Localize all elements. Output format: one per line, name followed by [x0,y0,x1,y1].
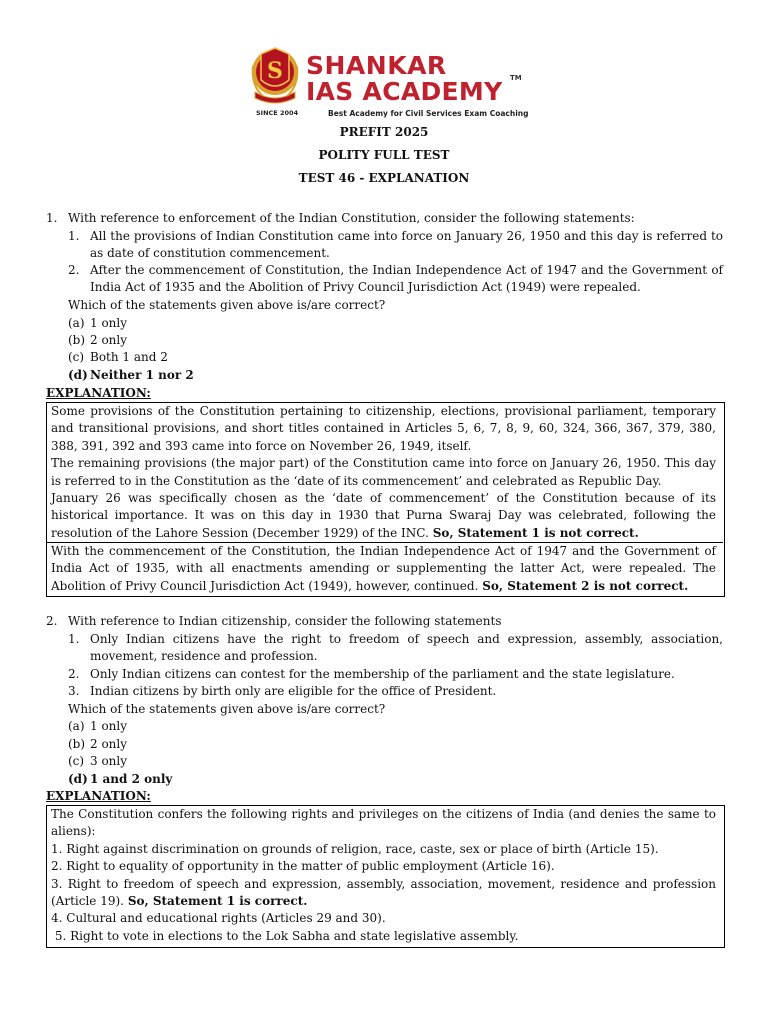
test-series-title: PREFIT 2025 [339,125,429,139]
q2-statement-1: Only Indian citizens have the right to freedom of speech and expression, assembly, association, movement, residence and profession. [90,632,723,664]
q2-option-key-answer: (d) [68,772,88,786]
q1-option-a: 1 only [90,316,128,330]
q2-option-c: 3 only [90,754,128,768]
q1-option-b: 2 only [90,333,128,347]
q1-exp-verdict-1: So, Statement 1 is not correct. [432,525,639,540]
q2-statement-num: 2. [68,667,80,681]
q2-option-d-answer: 1 and 2 only [90,772,173,786]
q1-statement-1: All the provisions of Indian Constitution came into force on January 26, 1950 and this day is referred to as date of constitution commencement. [90,229,723,261]
q2-exp-right-4: 4. Cultural and educational rights (Articles 29 and 30). [51,911,386,926]
q2-exp-intro: The Constitution confers the following rights and privileges on the citizens of India (and denies the same to aliens): [51,807,716,839]
q1-exp-p3: January 26 was specifically chosen as the ‘date of commencement’ of the Constitution because of its historical importance. It was on this day in 1930 that Purna Swaraj Day was celebrated, following the resolution of the Lahore Session (December 1929) of the INC. [51,491,716,540]
q2-exp-right-5: 5. Right to vote in elections to the Lok Sabha and state legislative assembly. [54,928,519,943]
q1-option-key: (a) [68,316,85,330]
q2-stem: With reference to Indian citizenship, consider the following statements [68,614,502,628]
q2-exp-verdict: So, Statement 1 is correct. [127,894,308,909]
q1-stem: With reference to enforcement of the Indian Constitution, consider the following statements: [68,211,635,225]
q1-option-d-answer: Neither 1 nor 2 [90,368,194,382]
q2-statement-3: Indian citizens by birth only are eligible for the office of President. [90,684,497,698]
q1-option-key-answer: (d) [68,368,88,382]
q2-exp-right-1: 1. Right against discrimination on grounds of religion, race, caste, sex or place of birth (Article 15). [51,841,659,856]
q2-statement-num: 1. [68,632,80,646]
q1-question: Which of the statements given above is/are correct? [68,298,386,312]
q2-exp-right-3: 3. Right to freedom of speech and expression, assembly, association, movement, residence and profession (Article 19). [51,876,716,909]
q1-explanation-text-1 [51,403,716,542]
q1-statement-num: 2. [68,263,80,277]
q1-statement-num: 1. [68,229,80,243]
test-number-title: TEST 46 - EXPLANATION [298,171,470,185]
test-subject-title: POLITY FULL TEST [318,148,450,162]
q1-explanation-label: EXPLANATION: [46,386,151,400]
q2-explanation-label: EXPLANATION: [46,789,151,803]
q2-statement-num: 3. [68,684,80,698]
q1-exp-verdict-2: So, Statement 2 is not correct. [482,578,689,593]
q2-option-b: 2 only [90,737,128,751]
q1-explanation-text-2 [51,543,716,595]
q1-exp-part2: With the commencement of the Constitution, the Indian Independence Act of 1947 and the Government of India Act of 1935, with all enactments amending or supplementing the latter Act, were repealed. The Abolition of Privy Council Jurisdiction Act (1949), however, continued. [51,544,716,593]
q2-option-a: 1 only [90,719,128,733]
q1-number: 1. [46,211,58,225]
seal-emblem-icon [251,46,299,108]
q1-statement-2: After the commencement of Constitution, the Indian Independence Act of 1947 and the Government of India Act of 1935 and the Abolition of Privy Council Jurisdiction Act (1949) were repealed. [90,263,723,295]
q2-statement-2: Only Indian citizens can contest for the membership of the parliament and the state legislature. [90,667,675,681]
q1-exp-p2: The remaining provisions (the major part) of the Constitution came into force on January 26, 1950. This day is referred to in the Constitution as the ‘date of its commencement’ and celebrated as Republic Day. [51,456,716,488]
q2-exp-right-2: 2. Right to equality of opportunity in the matter of public employment (Article 16). [51,859,555,874]
trademark-mark: TM [510,74,522,82]
q2-number: 2. [46,614,58,628]
q1-exp-p1: Some provisions of the Constitution pertaining to citizenship, elections, provisional parliament, temporary and transitional provisions, and short titles contained in Articles 5, 6, 7, 8, 9, 60, 324, 366, 367, 379, 380, 388, 391, 392 and 393 came into force on November 26, 1949, itself. [51,404,716,453]
q2-option-key: (a) [68,719,85,733]
academy-logo [247,44,527,120]
q2-question: Which of the statements given above is/are correct? [68,702,386,716]
tagline: Best Academy for Civil Services Exam Coaching [328,109,529,118]
q2-explanation-text [51,806,716,945]
q1-option-key: (c) [68,350,85,364]
q1-option-key: (b) [68,333,86,347]
brand-name-line2: IAS ACADEMY [306,77,503,106]
q2-option-key: (b) [68,737,86,751]
since-label: SINCE 2004 [256,109,299,117]
seal-letter: S [267,58,283,84]
q2-option-key: (c) [68,754,85,768]
q1-option-c: Both 1 and 2 [90,350,168,364]
brand-name-line1: SHANKAR [306,51,447,80]
